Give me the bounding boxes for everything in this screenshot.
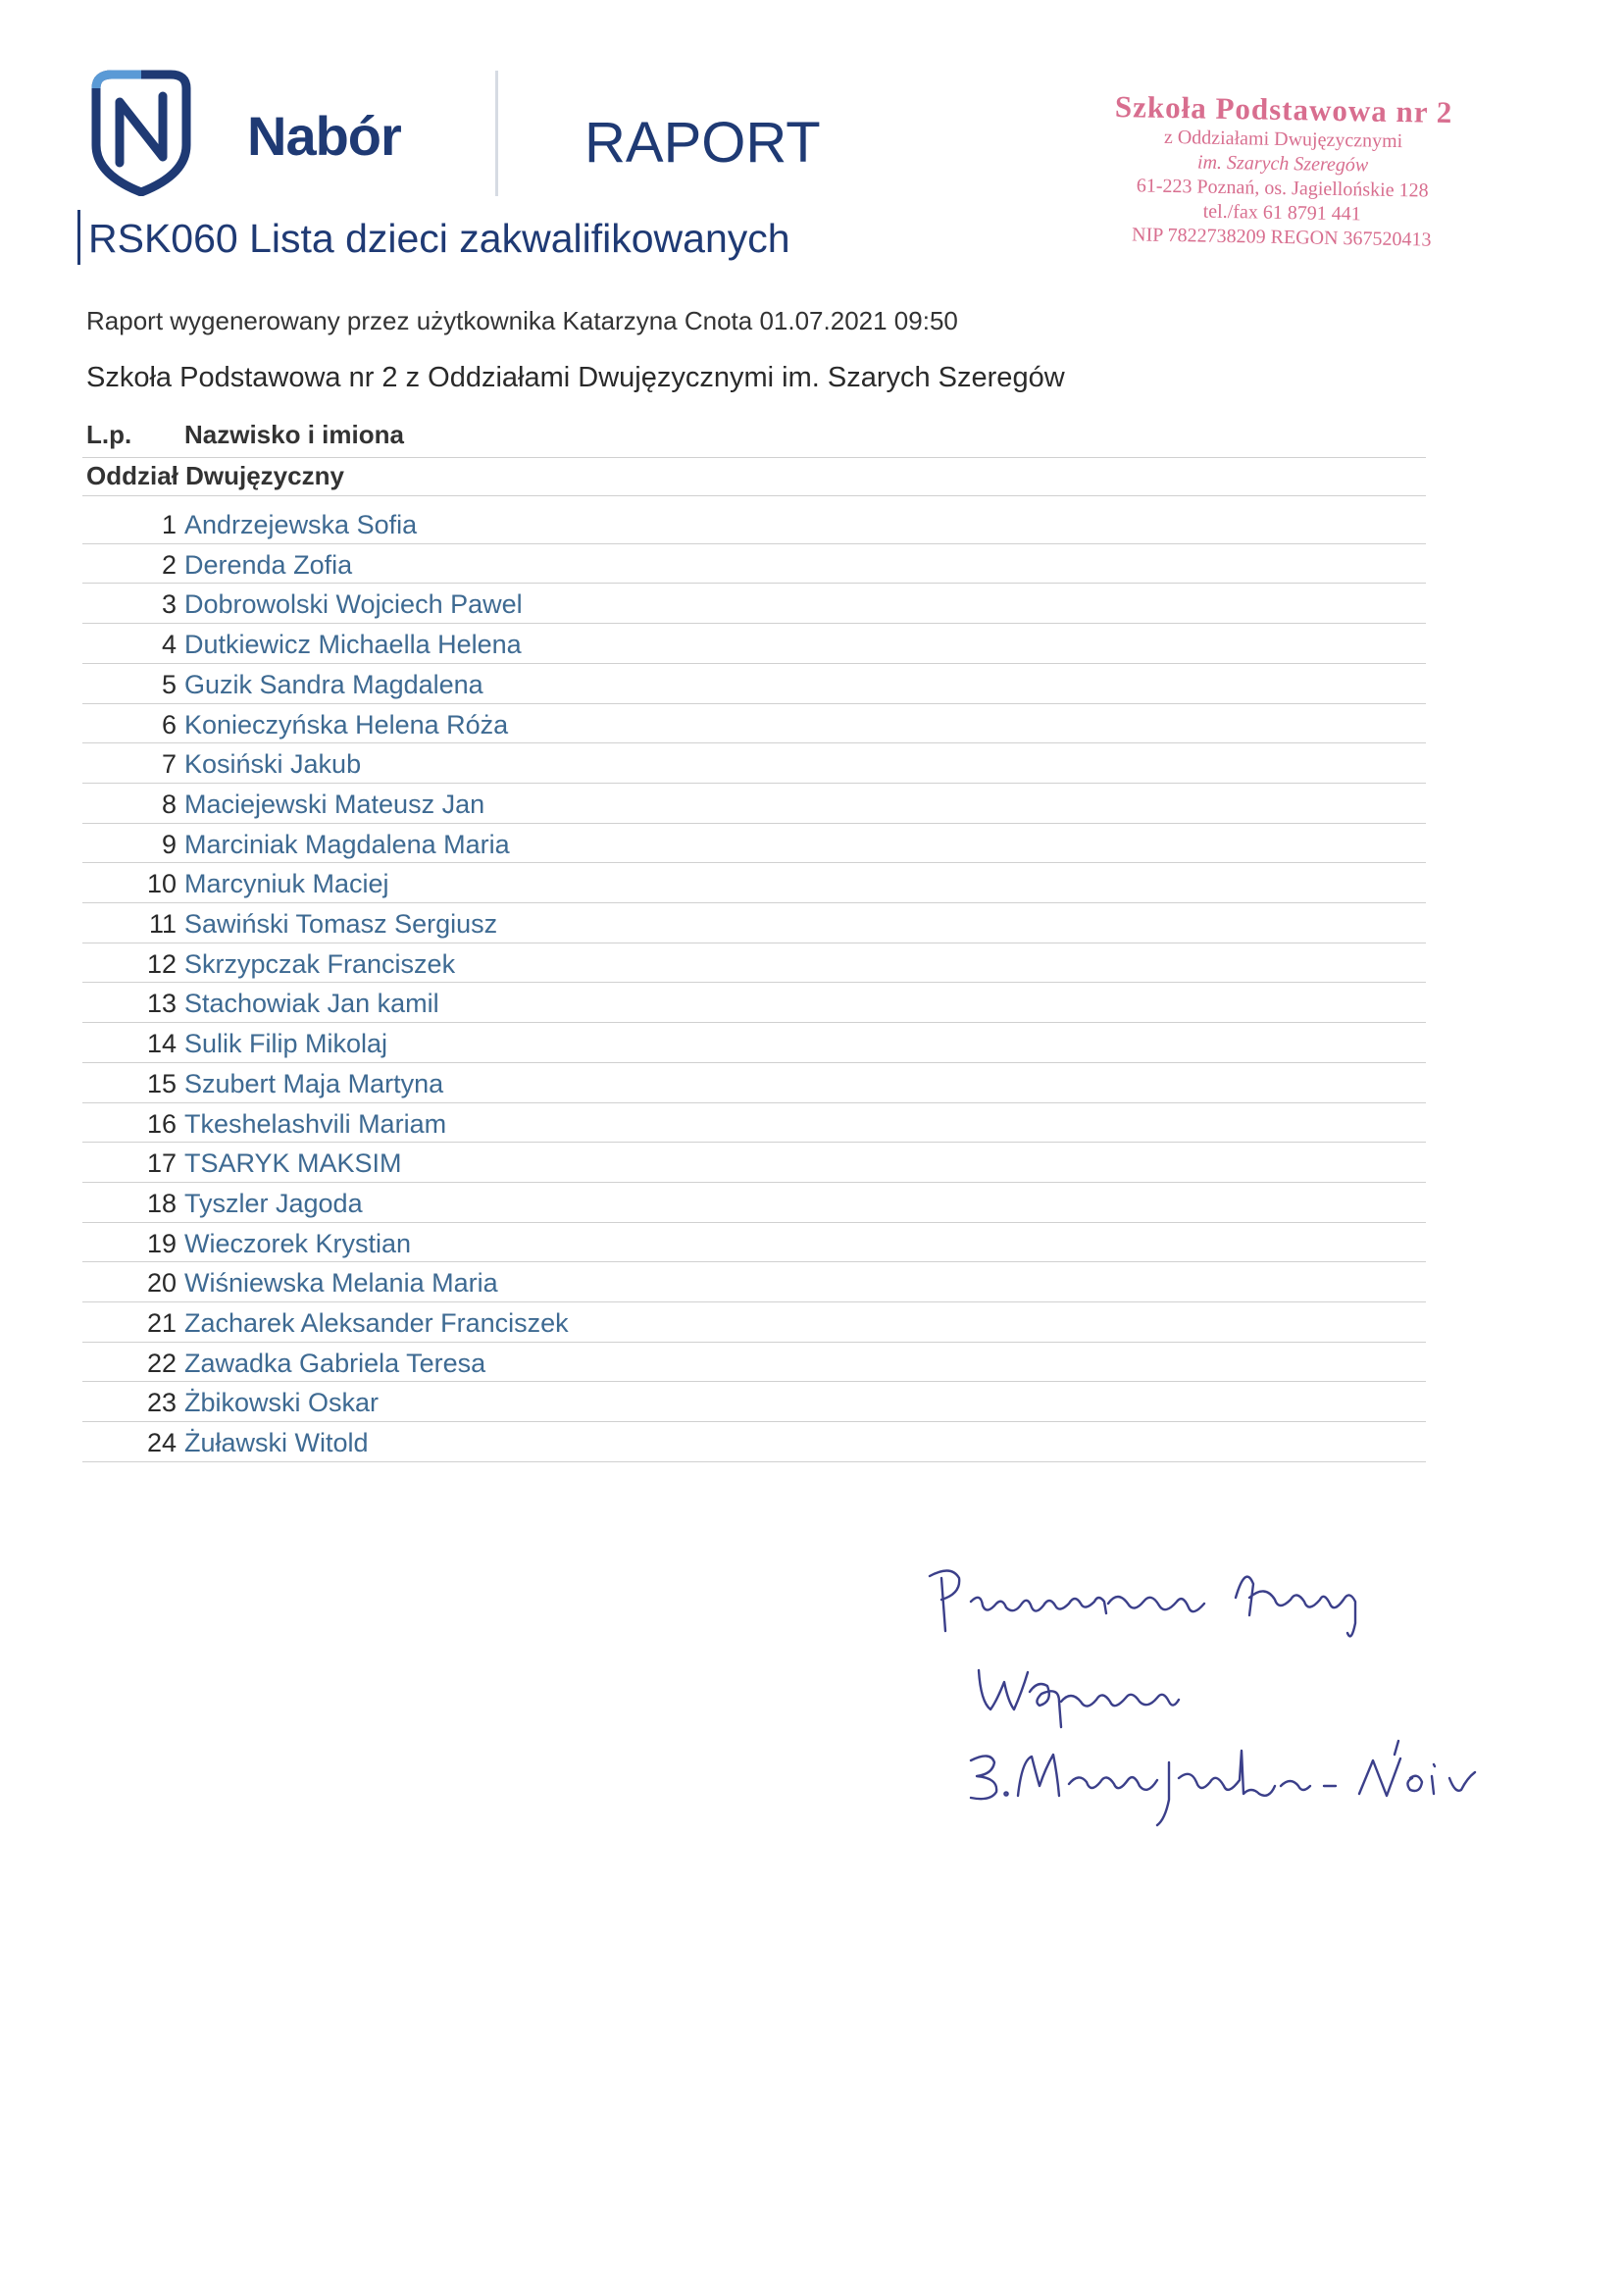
- column-header-name: Nazwisko i imiona: [184, 420, 404, 449]
- row-number: 22: [146, 1348, 177, 1378]
- child-name: Maciejewski Mateusz Jan: [184, 789, 485, 819]
- table-row: [82, 1223, 1436, 1262]
- table-row: [82, 1023, 1436, 1062]
- row-number: 1: [161, 510, 177, 539]
- child-name: Sawiński Tomasz Sergiusz: [184, 909, 498, 939]
- child-name: Dobrowolski Wojciech Pawel: [184, 589, 523, 620]
- raport-label: RAPORT: [584, 111, 821, 175]
- row-number: 17: [146, 1148, 177, 1179]
- brand-name: Nabór: [247, 105, 401, 167]
- row-number: 12: [146, 948, 177, 979]
- stamp-line: z Oddziałami Dwujęzycznymi: [1163, 126, 1403, 153]
- row-number: 11: [148, 909, 177, 939]
- child-name: Wieczorek Krystian: [184, 1228, 412, 1258]
- nabor-logo-icon: [82, 69, 200, 196]
- row-number: 23: [146, 1388, 177, 1418]
- child-name: TSARYK MAKSIM: [184, 1148, 402, 1179]
- child-name: Skrzypczak Franciszek: [184, 948, 456, 979]
- child-name: Konieczyńska Helena Róża: [184, 709, 509, 739]
- child-name: Żbikowski Oskar: [184, 1388, 380, 1418]
- table-row: [82, 943, 1436, 983]
- table-row: [82, 704, 1436, 743]
- table-row: [82, 544, 1436, 584]
- table-row: [82, 1183, 1436, 1222]
- table-row: [82, 664, 1436, 703]
- table-row: [82, 863, 1436, 902]
- row-number: 3: [161, 589, 177, 620]
- row-number: 24: [146, 1428, 177, 1458]
- stamp-ids: NIP 7822738209 REGON 367520413: [1131, 224, 1432, 251]
- row-number: 5: [161, 669, 177, 699]
- row-number: 2: [161, 549, 177, 580]
- row-number: 6: [161, 709, 177, 739]
- column-header-lp: L.p.: [86, 420, 132, 449]
- child-name: Guzik Sandra Magdalena: [184, 669, 483, 699]
- school-name: Szkoła Podstawowa nr 2 z Oddziałami Dwujęzycznymi im. Szarych Szeregów: [86, 362, 1065, 393]
- table-row: [82, 1343, 1436, 1382]
- child-name: Zacharek Aleksander Franciszek: [184, 1308, 569, 1338]
- section-heading: Oddział Dwujęzyczny: [86, 461, 344, 490]
- stamp-school-name: Szkoła Podstawowa nr 2: [1114, 89, 1453, 130]
- table-row: [82, 1382, 1436, 1421]
- row-number: 10: [146, 869, 177, 899]
- table-row: [82, 1063, 1436, 1102]
- header-divider: [495, 71, 498, 196]
- table-row: [82, 903, 1436, 943]
- child-name: Żuławski Witold: [184, 1428, 369, 1458]
- row-number: 13: [146, 989, 177, 1019]
- table-row: [82, 1302, 1436, 1342]
- table-row: [82, 1103, 1436, 1143]
- report-title: RSK060 Lista dzieci zakwalifikowanych: [88, 216, 790, 261]
- table-row: [82, 1422, 1436, 1461]
- stamp-phone: tel./fax 61 8791 441: [1202, 200, 1361, 226]
- child-name: Szubert Maja Martyna: [184, 1068, 444, 1098]
- table-row: [82, 824, 1436, 863]
- table-rule: [82, 1461, 1426, 1462]
- child-name: Tkeshelashvili Mariam: [184, 1108, 447, 1139]
- child-name: Derenda Zofia: [184, 549, 353, 580]
- row-number: 15: [146, 1068, 177, 1098]
- school-stamp: [1076, 88, 1491, 253]
- stamp-address: 61-223 Poznań, os. Jagiellońskie 128: [1136, 175, 1429, 202]
- row-number: 21: [146, 1308, 177, 1338]
- child-name: Tyszler Jagoda: [184, 1188, 363, 1218]
- child-name: Andrzejewska Sofia: [184, 510, 418, 539]
- table-row: [82, 983, 1436, 1022]
- child-name: Stachowiak Jan kamil: [184, 989, 439, 1019]
- table-row: [82, 1262, 1436, 1301]
- child-name: Marciniak Magdalena Maria: [184, 829, 510, 859]
- row-number: 9: [161, 829, 177, 859]
- child-name: Dutkiewicz Michaella Helena: [184, 630, 522, 660]
- table-row: [82, 624, 1436, 663]
- title-accent-bar: [77, 210, 80, 265]
- table-row: [82, 584, 1436, 623]
- row-number: 16: [146, 1108, 177, 1139]
- row-number: 18: [146, 1188, 177, 1218]
- row-number: 8: [161, 789, 177, 819]
- table-rule: [82, 457, 1426, 458]
- generated-by-line: Raport wygenerowany przez użytkownika Katarzyna Cnota 01.07.2021 09:50: [86, 306, 958, 335]
- row-number: 19: [146, 1228, 177, 1258]
- child-name: Wiśniewska Melania Maria: [184, 1268, 498, 1299]
- table-row: [82, 1143, 1436, 1182]
- child-name: Zawadka Gabriela Teresa: [184, 1348, 486, 1378]
- table-row: [82, 743, 1436, 783]
- table-row: [82, 784, 1436, 823]
- row-number: 20: [146, 1268, 177, 1299]
- child-name: Sulik Filip Mikolaj: [184, 1029, 388, 1059]
- stamp-line: im. Szarych Szeregów: [1196, 151, 1369, 177]
- row-number: 14: [146, 1029, 177, 1059]
- handwritten-signature: [912, 1555, 1520, 1829]
- table-row: [82, 504, 1436, 543]
- table-rule: [82, 495, 1426, 496]
- row-number: 4: [161, 630, 177, 660]
- child-name: Marcyniuk Maciej: [184, 869, 389, 899]
- child-name: Kosiński Jakub: [184, 749, 362, 780]
- row-number: 7: [161, 749, 177, 780]
